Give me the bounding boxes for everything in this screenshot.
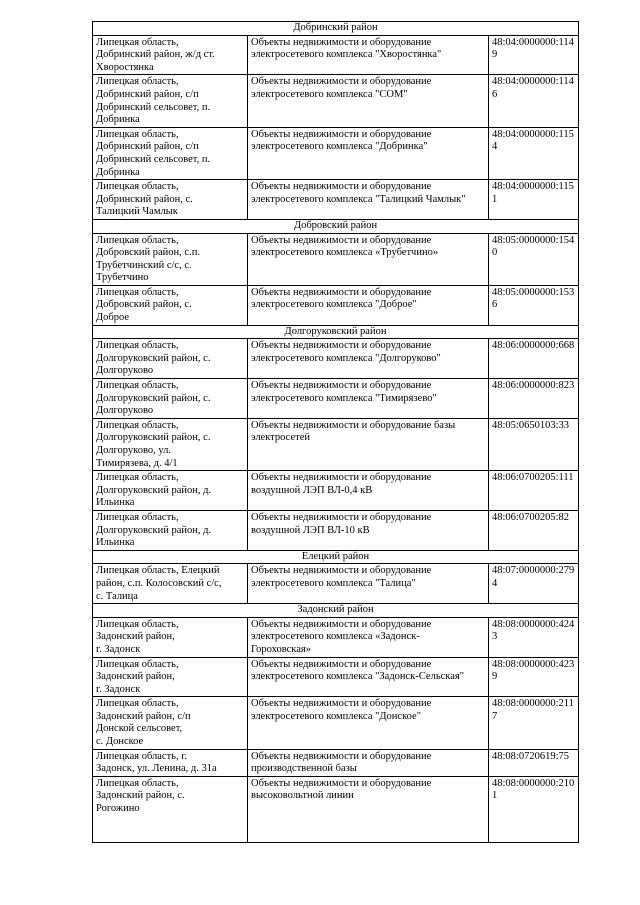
cadastral-number-cell: 48:04:0000000:1149: [489, 35, 579, 75]
address-cell: Липецкая область, г. Задонск, ул. Ленина, д. 31а: [93, 749, 248, 776]
cadastral-number-cell: 48:06:0700205:111: [489, 471, 579, 511]
address-cell: Липецкая область, Задонский район, г. Задонск: [93, 617, 248, 657]
cadastral-number-cell: 48:08:0000000:4243: [489, 617, 579, 657]
property-table: [92, 21, 579, 843]
object-cell: Объекты недвижимости и оборудование электросетевого комплекса "Хворостянка": [248, 35, 489, 75]
table-row: [93, 749, 579, 776]
object-cell: Объекты недвижимости и оборудование электросетевого комплекса "Донское": [248, 697, 489, 749]
object-cell: Объекты недвижимости и оборудование высоковольтной линии: [248, 776, 489, 842]
table-row: [93, 35, 579, 75]
table-row: [93, 776, 579, 842]
cadastral-number-cell: 48:06:0000000:823: [489, 379, 579, 419]
address-cell: Липецкая область, Добринский район, с/п Добринский сельсовет, п. Добринка: [93, 75, 248, 127]
district-header-row: [93, 22, 579, 36]
object-cell: Объекты недвижимости и оборудование базы электросетей: [248, 418, 489, 470]
table-row: [93, 379, 579, 419]
table-row: [93, 471, 579, 511]
cadastral-number-cell: 48:06:0700205:82: [489, 510, 579, 550]
cadastral-number-cell: 48:08:0720619:75: [489, 749, 579, 776]
object-cell: Объекты недвижимости и оборудование электросетевого комплекса "Тимирязево": [248, 379, 489, 419]
object-cell: Объекты недвижимости и оборудование электросетевого комплекса "Доброе": [248, 285, 489, 325]
district-title: Добринский район: [93, 22, 579, 36]
table-body: [93, 22, 579, 843]
district-title: Долгоруковский район: [93, 325, 579, 339]
table-row: [93, 127, 579, 179]
district-header-row: [93, 550, 579, 564]
object-cell: Объекты недвижимости и оборудование электросетевого комплекса «Трубетчино»: [248, 233, 489, 285]
object-cell: Объекты недвижимости и оборудование электросетевого комплекса «Задонск- Гороховская»: [248, 617, 489, 657]
table-row: [93, 564, 579, 604]
address-cell: Липецкая область, Долгоруковский район, с. Долгоруково: [93, 339, 248, 379]
district-header-row: [93, 325, 579, 339]
object-cell: Объекты недвижимости и оборудование электросетевого комплекса "Талицкий Чамлык": [248, 180, 489, 220]
table-row: [93, 233, 579, 285]
district-title: Задонский район: [93, 604, 579, 618]
table-row: [93, 617, 579, 657]
table-row: [93, 418, 579, 470]
table-row: [93, 510, 579, 550]
object-cell: Объекты недвижимости и оборудование электросетевого комплекса "Добринка": [248, 127, 489, 179]
address-cell: Липецкая область, Долгоруковский район, с. Долгоруково, ул. Тимирязева, д. 4/1: [93, 418, 248, 470]
address-cell: Липецкая область, Долгоруковский район, д. Ильинка: [93, 510, 248, 550]
address-cell: Липецкая область, Добринский район, ж/д ст. Хворостянка: [93, 35, 248, 75]
cadastral-number-cell: 48:05:0000000:1540: [489, 233, 579, 285]
district-header-row: [93, 604, 579, 618]
address-cell: Липецкая область, Добринский район, с/п Добринский сельсовет, п. Добринка: [93, 127, 248, 179]
table-row: [93, 697, 579, 749]
district-header-row: [93, 219, 579, 233]
table-row: [93, 657, 579, 697]
cadastral-number-cell: 48:05:0000000:1536: [489, 285, 579, 325]
cadastral-number-cell: 48:06:0000000:668: [489, 339, 579, 379]
cadastral-number-cell: 48:04:0000000:1146: [489, 75, 579, 127]
address-cell: Липецкая область, Добринский район, с. Талицкий Чамлык: [93, 180, 248, 220]
cadastral-number-cell: 48:08:0000000:4239: [489, 657, 579, 697]
table-row: [93, 285, 579, 325]
address-cell: Липецкая область, Долгоруковский район, с. Долгоруково: [93, 379, 248, 419]
table-row: [93, 339, 579, 379]
address-cell: Липецкая область, Долгоруковский район, д. Ильинка: [93, 471, 248, 511]
cadastral-number-cell: 48:04:0000000:1151: [489, 180, 579, 220]
cadastral-number-cell: 48:07:0000000:2794: [489, 564, 579, 604]
district-title: Добровский район: [93, 219, 579, 233]
address-cell: Липецкая область, Добровский район, с.п. Трубетчинский с/с, с. Трубетчино: [93, 233, 248, 285]
object-cell: Объекты недвижимости и оборудование электросетевого комплекса "Талица": [248, 564, 489, 604]
table-row: [93, 75, 579, 127]
district-title: Елецкий район: [93, 550, 579, 564]
cadastral-number-cell: 48:04:0000000:1154: [489, 127, 579, 179]
object-cell: Объекты недвижимости и оборудование воздушной ЛЭП ВЛ-10 кВ: [248, 510, 489, 550]
object-cell: Объекты недвижимости и оборудование воздушной ЛЭП ВЛ-0,4 кВ: [248, 471, 489, 511]
address-cell: Липецкая область, Добровский район, с. Доброе: [93, 285, 248, 325]
object-cell: Объекты недвижимости и оборудование производственной базы: [248, 749, 489, 776]
table-row: [93, 180, 579, 220]
object-cell: Объекты недвижимости и оборудование электросетевого комплекса "Долгоруково": [248, 339, 489, 379]
address-cell: Липецкая область, Елецкий район, с.п. Колосовский с/с, с. Талица: [93, 564, 248, 604]
cadastral-number-cell: 48:08:0000000:2101: [489, 776, 579, 842]
cadastral-number-cell: 48:08:0000000:2117: [489, 697, 579, 749]
address-cell: Липецкая область, Задонский район, с/п Донской сельсовет, с. Донское: [93, 697, 248, 749]
address-cell: Липецкая область, Задонский район, г. Задонск: [93, 657, 248, 697]
object-cell: Объекты недвижимости и оборудование электросетевого комплекса "Задонск-Сельская": [248, 657, 489, 697]
cadastral-number-cell: 48:05:0650103:33: [489, 418, 579, 470]
address-cell: Липецкая область, Задонский район, с. Рогожино: [93, 776, 248, 842]
object-cell: Объекты недвижимости и оборудование электросетевого комплекса "СОМ": [248, 75, 489, 127]
